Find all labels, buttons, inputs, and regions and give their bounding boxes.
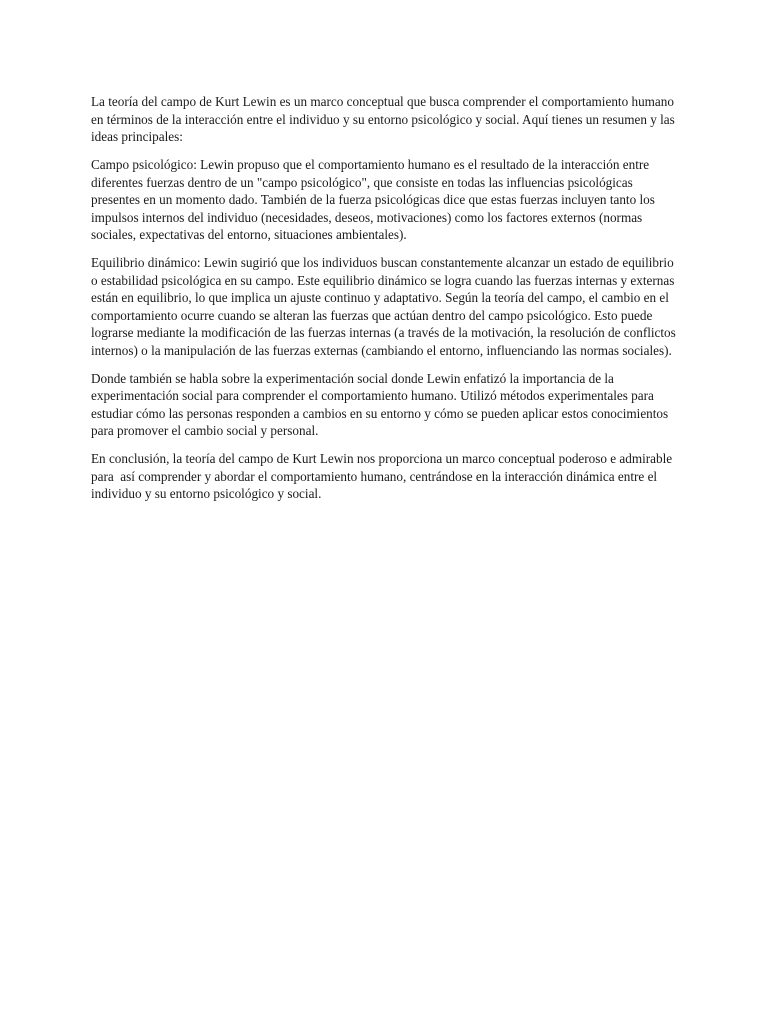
paragraph-experimentacion-social: Donde también se habla sobre la experimentación social donde Lewin enfatizó la importancia de la experimentación social para comprender el comportamiento humano. Utilizó métodos experimentales para estudiar cómo las personas responden a cambios en su entorno y cómo se pueden aplicar estos conocimientos para promover el cambio social y personal. (91, 370, 672, 438)
paragraph-campo-psicologico: Campo psicológico: Lewin propuso que el comportamiento humano es el resultado de la interacción entre diferentes fuerzas dentro de un "campo psicológico", que consiste en todas las influencias psicológicas presentes en un momento dado. También de la fuerza psicológicas dice que estas fuerzas incluyen tanto los impulsos internos del individuo (necesidades, deseos, motivaciones) como los factores externos (normas sociales, expectativas del entorno, situaciones ambientales). (91, 157, 659, 242)
document-body (91, 93, 681, 513)
paragraph-conclusion: En conclusión, la teoría del campo de Kurt Lewin nos proporciona un marco conceptual poderoso e admirable para así comprender y abordar el comportamiento humano, centrándose en la interacción dinámica entre el individuo y su entorno psicológico y social. (91, 451, 676, 501)
paragraph-equilibrio-dinamico: Equilibrio dinámico: Lewin sugirió que los individuos buscan constantemente alcanzar un estado de equilibrio o estabilidad psicológica en su campo. Este equilibrio dinámico se logra cuando las fuerzas internas y externas están en equilibrio, lo que implica un ajuste continuo y adaptativo. Según la teoría del campo, el cambio en el comportamiento ocurre cuando se alteran las fuerzas que actúan dentro del campo psicológico. Esto puede lograrse mediante la modificación de las fuerzas internas (a través de la motivación, la resolución de conflictos internos) o la manipulación de las fuerzas externas (cambiando el entorno, influenciando las normas sociales). (91, 255, 680, 358)
paragraph-intro: La teoría del campo de Kurt Lewin es un marco conceptual que busca comprender el comportamiento humano en términos de la interacción entre el individuo y su entorno psicológico y social. Aquí tienes un resumen y las ideas principales: (91, 94, 679, 144)
